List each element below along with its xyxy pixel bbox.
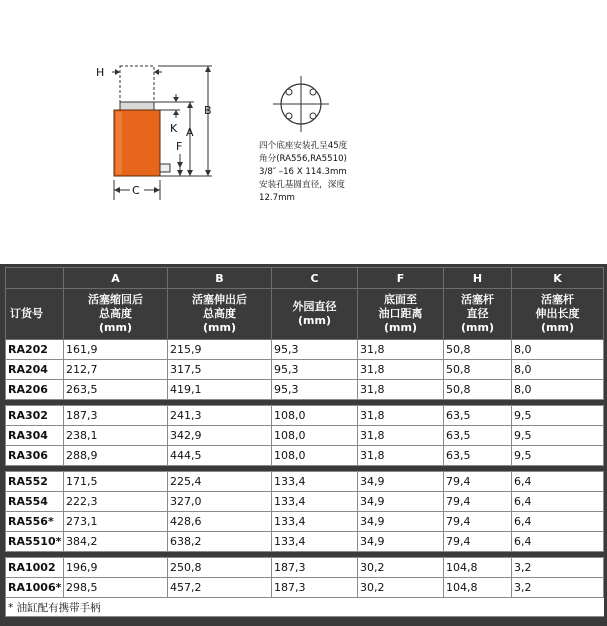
cell-a-retracted-height: 273,1 — [64, 512, 168, 532]
cell-order-number: RA5510* — [6, 532, 64, 552]
header-title-a-retracted-height: 活塞缩回后 总高度 (mm) — [64, 289, 168, 340]
cell-k-rod-extension: 8,0 — [512, 380, 604, 400]
cell-f-oil-port-height: 31,8 — [358, 426, 444, 446]
note-line-4: 安装孔基圆直径，深度 — [259, 180, 345, 190]
cell-f-oil-port-height: 31,8 — [358, 446, 444, 466]
dim-label-f: F — [176, 140, 183, 153]
cell-order-number: RA554 — [6, 492, 64, 512]
cylinder-figure — [4, 4, 454, 264]
cell-h-rod-diameter: 50,8 — [444, 340, 512, 360]
cell-h-rod-diameter: 79,4 — [444, 492, 512, 512]
cell-f-oil-port-height: 34,9 — [358, 472, 444, 492]
spec-table — [5, 267, 604, 617]
cell-k-rod-extension: 6,4 — [512, 492, 604, 512]
dim-label-h: H — [96, 66, 105, 79]
header-title-f-oil-port-height: 底面至 油口距离 (mm) — [358, 289, 444, 340]
cell-f-oil-port-height: 31,8 — [358, 380, 444, 400]
cell-order-number: RA1006* — [6, 578, 64, 598]
cell-h-rod-diameter: 79,4 — [444, 532, 512, 552]
cell-a-retracted-height: 161,9 — [64, 340, 168, 360]
cell-k-rod-extension: 6,4 — [512, 532, 604, 552]
header-letter-c-outer-diameter: C — [272, 268, 358, 289]
cell-a-retracted-height: 263,5 — [64, 380, 168, 400]
cell-h-rod-diameter: 79,4 — [444, 512, 512, 532]
cell-c-outer-diameter: 108,0 — [272, 426, 358, 446]
cell-c-outer-diameter: 108,0 — [272, 406, 358, 426]
table-row — [6, 380, 604, 400]
table-row — [6, 406, 604, 426]
base-mounting-hole-diagram — [273, 76, 329, 132]
table-row — [6, 446, 604, 466]
cell-c-outer-diameter: 187,3 — [272, 578, 358, 598]
header-letter-f-oil-port-height: F — [358, 268, 444, 289]
cell-b-extended-height: 241,3 — [168, 406, 272, 426]
cell-k-rod-extension: 9,5 — [512, 406, 604, 426]
cell-c-outer-diameter: 133,4 — [272, 472, 358, 492]
cell-b-extended-height: 457,2 — [168, 578, 272, 598]
cell-f-oil-port-height: 34,9 — [358, 532, 444, 552]
cell-b-extended-height: 250,8 — [168, 558, 272, 578]
cell-f-oil-port-height: 34,9 — [358, 512, 444, 532]
cell-f-oil-port-height: 31,8 — [358, 360, 444, 380]
cell-order-number: RA552 — [6, 472, 64, 492]
cell-k-rod-extension: 8,0 — [512, 340, 604, 360]
note-line-3: 3/8″ –16 X 114.3mm — [259, 167, 347, 177]
header-title-h-rod-diameter: 活塞杆 直径 (mm) — [444, 289, 512, 340]
spec-table-body — [6, 340, 604, 617]
cell-k-rod-extension: 9,5 — [512, 426, 604, 446]
spec-table-panel — [0, 264, 607, 626]
cell-h-rod-diameter: 63,5 — [444, 406, 512, 426]
cell-c-outer-diameter: 95,3 — [272, 360, 358, 380]
cell-h-rod-diameter: 50,8 — [444, 380, 512, 400]
note-line-5: 12.7mm — [259, 193, 295, 203]
table-row — [6, 492, 604, 512]
cell-a-retracted-height: 222,3 — [64, 492, 168, 512]
cell-k-rod-extension: 8,0 — [512, 360, 604, 380]
cell-h-rod-diameter: 104,8 — [444, 558, 512, 578]
header-title-c-outer-diameter: 外园直径 (mm) — [272, 289, 358, 340]
cell-f-oil-port-height: 31,8 — [358, 340, 444, 360]
cell-f-oil-port-height: 34,9 — [358, 492, 444, 512]
note-line-1: 四个底座安装孔呈45度 — [259, 141, 348, 151]
header-title-k-rod-extension: 活塞杆 伸出长度 (mm) — [512, 289, 604, 340]
cell-c-outer-diameter: 133,4 — [272, 512, 358, 532]
header-letter-h-rod-diameter: H — [444, 268, 512, 289]
cell-a-retracted-height: 238,1 — [64, 426, 168, 446]
dim-label-k: K — [170, 122, 178, 135]
mounting-hole-note — [259, 140, 347, 205]
oil-port-coupler — [160, 164, 170, 172]
piston-rod — [120, 102, 154, 110]
cell-k-rod-extension: 6,4 — [512, 512, 604, 532]
cell-order-number: RA206 — [6, 380, 64, 400]
header-letter-order-number — [6, 268, 64, 289]
footnote-row — [6, 598, 604, 617]
cell-k-rod-extension: 3,2 — [512, 558, 604, 578]
cell-order-number: RA204 — [6, 360, 64, 380]
cell-c-outer-diameter: 95,3 — [272, 380, 358, 400]
dim-label-c: C — [132, 184, 140, 197]
cell-k-rod-extension: 3,2 — [512, 578, 604, 598]
cell-c-outer-diameter: 108,0 — [272, 446, 358, 466]
cell-c-outer-diameter: 95,3 — [272, 340, 358, 360]
cell-b-extended-height: 638,2 — [168, 532, 272, 552]
cell-order-number: RA306 — [6, 446, 64, 466]
table-row — [6, 340, 604, 360]
cell-order-number: RA304 — [6, 426, 64, 446]
cell-f-oil-port-height: 31,8 — [358, 406, 444, 426]
table-row — [6, 578, 604, 598]
cell-order-number: RA556* — [6, 512, 64, 532]
table-row — [6, 512, 604, 532]
table-row — [6, 558, 604, 578]
cell-k-rod-extension: 6,4 — [512, 472, 604, 492]
table-row — [6, 472, 604, 492]
cell-b-extended-height: 419,1 — [168, 380, 272, 400]
cell-f-oil-port-height: 30,2 — [358, 558, 444, 578]
cell-c-outer-diameter: 133,4 — [272, 532, 358, 552]
footnote: * 油缸配有携带手柄 — [6, 598, 604, 617]
cylinder-dimension-drawing — [4, 4, 454, 264]
header-title-order-number: 订货号 — [6, 289, 64, 340]
note-line-2: 角分(RA556,RA5510) — [259, 154, 347, 164]
cell-a-retracted-height: 187,3 — [64, 406, 168, 426]
header-letter-k-rod-extension: K — [512, 268, 604, 289]
cell-b-extended-height: 342,9 — [168, 426, 272, 446]
table-row — [6, 360, 604, 380]
cell-b-extended-height: 444,5 — [168, 446, 272, 466]
cell-a-retracted-height: 298,5 — [64, 578, 168, 598]
cell-h-rod-diameter: 79,4 — [444, 472, 512, 492]
cell-a-retracted-height: 171,5 — [64, 472, 168, 492]
cell-h-rod-diameter: 50,8 — [444, 360, 512, 380]
header-title-b-extended-height: 活塞伸出后 总高度 (mm) — [168, 289, 272, 340]
spec-table-header — [6, 268, 604, 340]
cell-f-oil-port-height: 30,2 — [358, 578, 444, 598]
cell-h-rod-diameter: 104,8 — [444, 578, 512, 598]
cell-b-extended-height: 215,9 — [168, 340, 272, 360]
dim-label-a: A — [186, 126, 194, 139]
cell-c-outer-diameter: 187,3 — [272, 558, 358, 578]
cell-b-extended-height: 225,4 — [168, 472, 272, 492]
cell-b-extended-height: 317,5 — [168, 360, 272, 380]
header-letter-b-extended-height: B — [168, 268, 272, 289]
dim-label-b: B — [204, 104, 212, 117]
cell-b-extended-height: 327,0 — [168, 492, 272, 512]
cell-a-retracted-height: 384,2 — [64, 532, 168, 552]
cell-order-number: RA1002 — [6, 558, 64, 578]
cell-h-rod-diameter: 63,5 — [444, 446, 512, 466]
header-letter-a-retracted-height: A — [64, 268, 168, 289]
cell-k-rod-extension: 9,5 — [512, 446, 604, 466]
cell-a-retracted-height: 212,7 — [64, 360, 168, 380]
cell-c-outer-diameter: 133,4 — [272, 492, 358, 512]
cell-order-number: RA302 — [6, 406, 64, 426]
table-row — [6, 426, 604, 446]
cell-a-retracted-height: 196,9 — [64, 558, 168, 578]
cell-h-rod-diameter: 63,5 — [444, 426, 512, 446]
cell-order-number: RA202 — [6, 340, 64, 360]
table-row — [6, 532, 604, 552]
cell-b-extended-height: 428,6 — [168, 512, 272, 532]
cell-a-retracted-height: 288,9 — [64, 446, 168, 466]
